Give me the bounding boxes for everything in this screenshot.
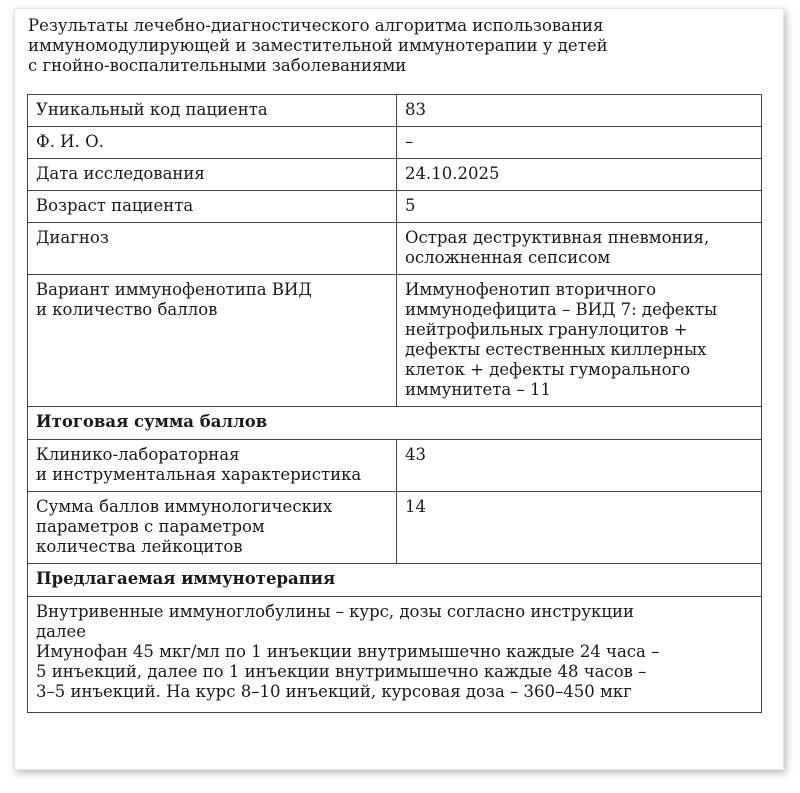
- row-label-exam-date: Дата исследования: [28, 159, 397, 191]
- row-label-immunophenotype: Вариант иммунофенотипа ВИД и количество баллов: [28, 275, 397, 407]
- table-row: [28, 159, 762, 191]
- row-value-patient-age: 5: [397, 191, 762, 223]
- document-title: Результаты лечебно-диагностического алгоритма использования иммуномодулирующей и заместительной иммунотерапии у детей с гнойно-воспалительными заболеваниями: [28, 16, 608, 75]
- table-row: [28, 597, 762, 713]
- section-row: [28, 407, 762, 440]
- row-label-patient-age: Возраст пациента: [28, 191, 397, 223]
- results-table: [27, 94, 762, 713]
- section-row: [28, 564, 762, 597]
- row-value-patient-code: 83: [397, 95, 762, 127]
- section-heading-total-score: Итоговая сумма баллов: [28, 407, 762, 440]
- table-row: [28, 95, 762, 127]
- table-row: [28, 223, 762, 275]
- table-row: [28, 492, 762, 564]
- row-label-immunological-score: Сумма баллов иммунологических параметров с параметром количества лейкоцитов: [28, 492, 397, 564]
- row-label-diagnosis: Диагноз: [28, 223, 397, 275]
- row-value-immunophenotype: Иммунофенотип вторичного иммунодефицита – ВИД 7: дефекты нейтрофильных гранулоцитов + дефекты естественных киллерных клеток + дефекты гуморального иммунитета – 11: [397, 275, 762, 407]
- row-label-full-name: Ф. И. О.: [28, 127, 397, 159]
- row-label-patient-code: Уникальный код пациента: [28, 95, 397, 127]
- table-row: [28, 275, 762, 407]
- table-row: [28, 127, 762, 159]
- row-value-immunological-score: 14: [397, 492, 762, 564]
- row-value-clinical-score: 43: [397, 440, 762, 492]
- row-value-diagnosis: Острая деструктивная пневмония, осложненная сепсисом: [397, 223, 762, 275]
- row-value-full-name: –: [397, 127, 762, 159]
- therapy-description: Внутривенные иммуноглобулины – курс, дозы согласно инструкции далее Имунофан 45 мкг/мл по 1 инъекции внутримышечно каждые 24 часа – 5 инъекций, далее по 1 инъекции внутримышечно каждые 48 часов – 3–5 инъекций. На курс 8–10 инъекций, курсовая доза – 360–450 мкг: [28, 597, 762, 713]
- section-heading-proposed-therapy: Предлагаемая иммунотерапия: [28, 564, 762, 597]
- table-row: [28, 440, 762, 492]
- table-row: [28, 191, 762, 223]
- row-value-exam-date: 24.10.2025: [397, 159, 762, 191]
- row-label-clinical-score: Клинико-лабораторная и инструментальная характеристика: [28, 440, 397, 492]
